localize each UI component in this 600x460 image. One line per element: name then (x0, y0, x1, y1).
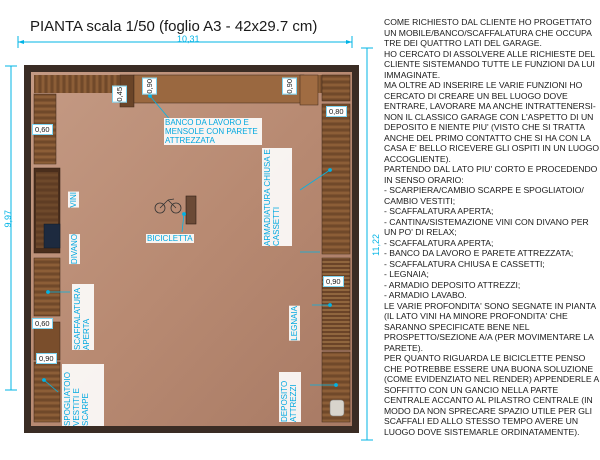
note-paragraph: LE VARIE PROFONDITA' SONO SEGNATE IN PIANTA (IL LATO VINI HA MINORE PROFONDITA' CHE SARANNO SPECIFICATE BENE NEL PROSPETTO/SEZIONE A/A (PER MOVIMENTARE LA PARETE). (384, 300, 596, 353)
page-title: PIANTA scala 1/50 (foglio A3 - 42x29.7 cm) (30, 18, 318, 35)
note-paragraph: HO CERCATO DI ASSOLVERE ALLE RICHIESTE DEL CLIENTE SISTEMANDO TUTTE LE FUNZIONI DA LUI IMMAGINATE. (384, 48, 595, 80)
woodpile (322, 258, 350, 350)
note-list-item: - ARMADIO DEPOSITO ATTREZZI; (384, 279, 521, 290)
measure-090-left: 0,90 (36, 353, 57, 364)
sofa (44, 224, 60, 248)
note-list-item: - CANTINA/SISTEMAZIONE VINI CON DIVANO PER UN PO' DI RELAX; (384, 216, 589, 237)
label-armadiatura: ARMADIATURA CHIUSA E CASSETTI (262, 148, 292, 246)
label-spogliatoio: SPOGLIATOIO VESTITI E SCARPE (62, 364, 104, 426)
label-banco: BANCO DA LAVORO E MENSOLE CON PARETE ATTREZZATA (164, 118, 262, 145)
dimension-height-right: 11,22 (371, 234, 381, 256)
central-pillar (186, 196, 196, 224)
measure-045: 0,45 (112, 86, 127, 103)
measure-090-right: 0,90 (323, 276, 344, 287)
measure-090-top-b: 0,90 (282, 78, 297, 95)
note-paragraph: PER QUANTO RIGUARDA LE BICICLETTE PENSO CHE POTREBBE ESSERE UNA BUONA SOLUZIONE (COME EVIDENZIATO NEL RENDER) APPENDERLE A SOFFITTO CON UN GANCIO NELLA PARTE CENTRALE ACCANTO AL PILASTRO CENTRALE (IN MODO DA NON SPRECARE SPAZIO UTILE PER GLI SCAFFALI ED ALLO STESSO TEMPO AVERE UN LUOGO DOVE SISTEMARLE ORDINATAMENTE). (384, 353, 599, 437)
label-vini: VINI (69, 192, 78, 208)
dimension-width: 10,31 (177, 34, 200, 44)
measure-090-top-a: 0,90 (142, 78, 157, 95)
note-paragraph: MA OLTRE AD INSERIRE LE VARIE FUNZIONI HO CERCATO DI CREARE UN BEL LUOGO DOVE ENTRARE, LAVORARE MA ANCHE INTRATTENERSI- NON IL CLASSICO GARAGE CON L'ASPETTO DI UN DEPOSITO E NIENTE PIU' (VISTO CHE SI TRATTA ANCHE DEL PRIMO CONTATTO CHE SI HA CON LA CASA E' BELLO RICEVERE GLI OSPITI IN UN LUOGO ACCOGLIENTE). (384, 80, 600, 164)
note-list-item: - SCAFFALATURA CHIUSA E CASSETTI; (384, 258, 545, 269)
note-list-item: - ARMADIO LAVABO. (384, 290, 467, 300)
dimension-height-left: 9,97 (3, 210, 13, 228)
sink (330, 400, 344, 416)
note-paragraph: PARTENDO DAL LATO PIU' CORTO E PROCEDENDO IN SENSO ORARIO: (384, 164, 598, 185)
work-bench (134, 75, 304, 103)
label-divano: DIVANO (70, 234, 79, 265)
measure-060-left-b: 0,60 (32, 318, 53, 329)
measure-060-left-a: 0,60 (32, 124, 53, 135)
note-list-item: - SCARPIERA/CAMBIO SCARPE E SPOGLIATOIO/ CAMBIO VESTITI; (384, 185, 584, 206)
note-list-item: - LEGNAIA; (384, 269, 429, 279)
description-notes (384, 17, 600, 437)
label-scaffalatura: SCAFFALATURA APERTA (72, 284, 94, 350)
note-list-item: - BANCO DA LAVORO E PARETE ATTREZZATA; (384, 248, 574, 258)
closed-cabinets (322, 104, 350, 254)
note-paragraph: COME RICHIESTO DAL CLIENTE HO PROGETTATO UN MOBILE/BANCO/SCAFFALATURA CHE OCCUPA TRE DEI QUATTRO LATI DEL GARAGE. (384, 17, 592, 48)
label-deposito: DEPOSITO ATTREZZI (279, 372, 301, 422)
wardrobe (34, 362, 60, 422)
label-bicicletta: BICICLETTA (147, 234, 193, 243)
note-list-item: - SCAFFALATURA APERTA; (384, 206, 494, 216)
label-legnaia: LEGNAIA (290, 306, 299, 341)
open-shelving-left (34, 258, 60, 316)
note-list-item: - SCAFFALATURA APERTA; (384, 237, 494, 248)
measure-080-right: 0,80 (326, 106, 347, 117)
